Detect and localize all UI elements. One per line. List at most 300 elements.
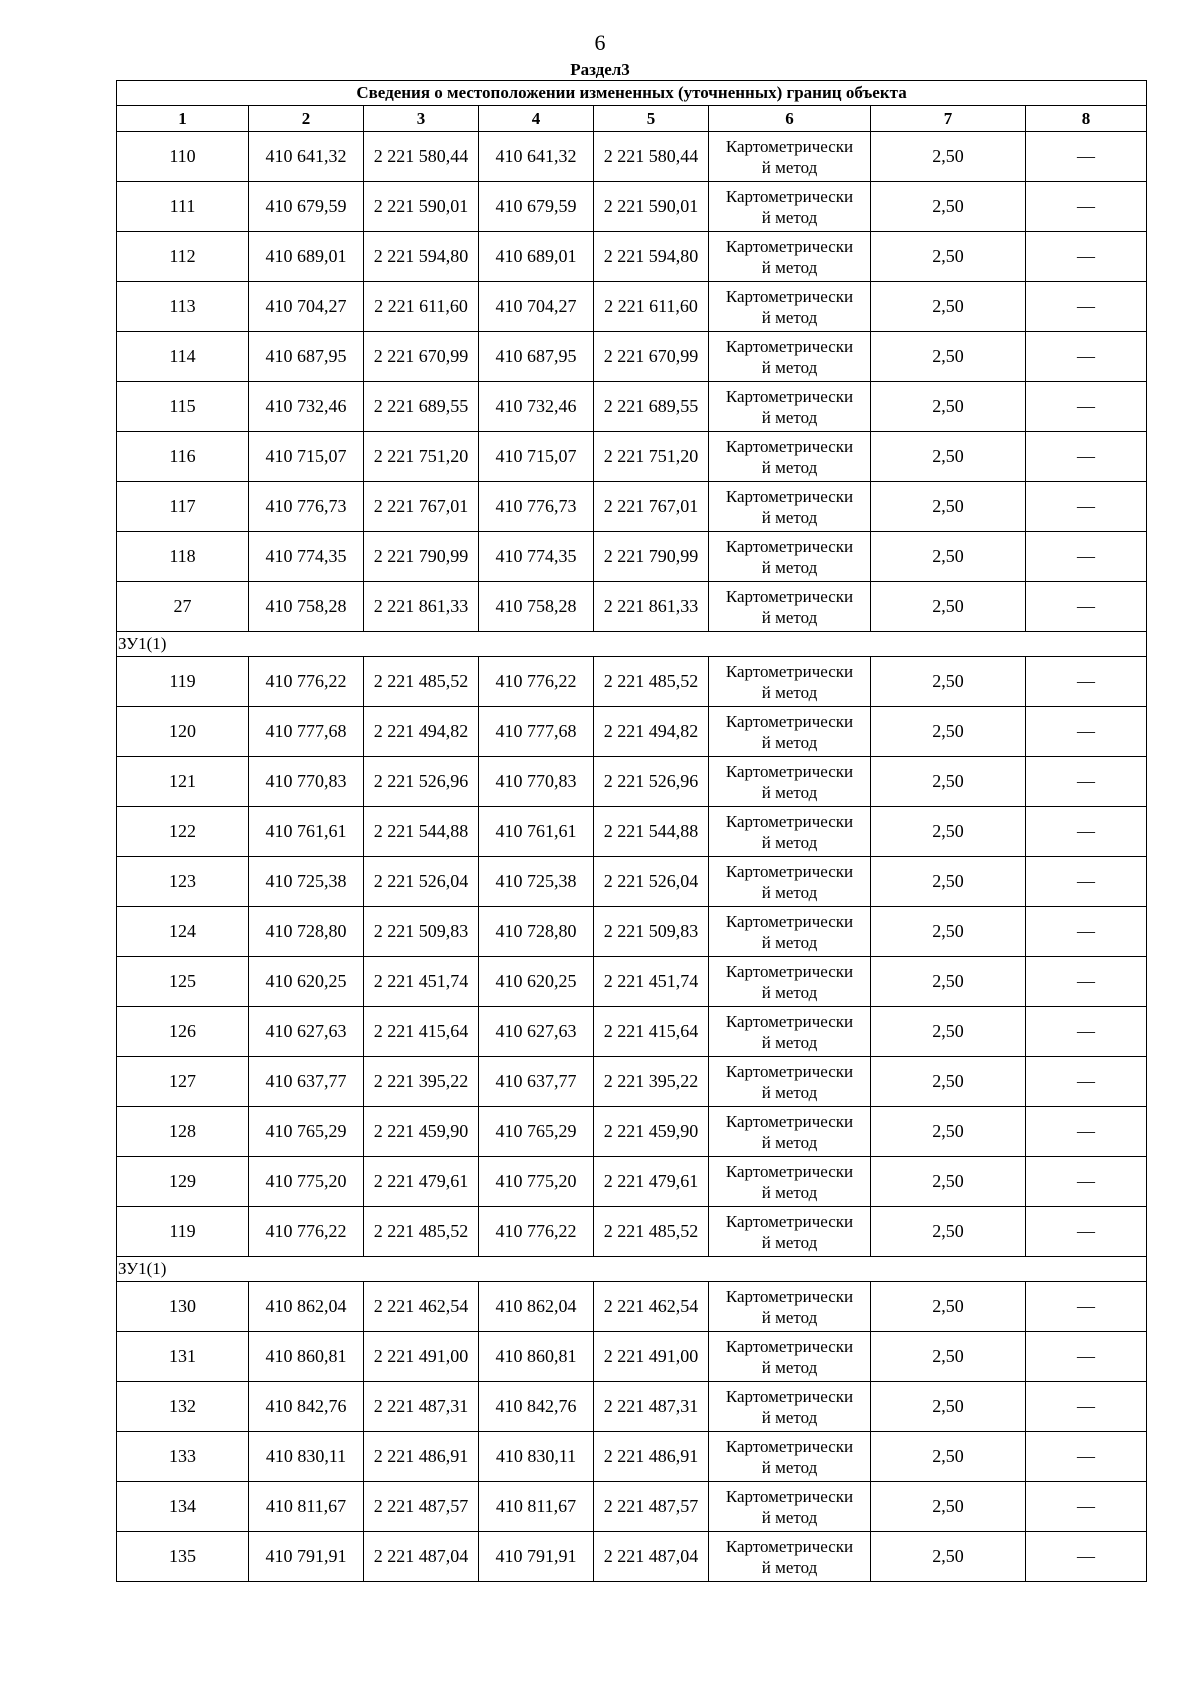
method-cell (709, 907, 871, 957)
table-row (117, 182, 1147, 232)
point-id-cell: 134 (117, 1482, 249, 1532)
point-id-cell: 128 (117, 1107, 249, 1157)
note-cell: — (1026, 1207, 1147, 1257)
y-existing-cell: 2 221 790,99 (364, 532, 479, 582)
y-existing-cell: 2 221 580,44 (364, 132, 479, 182)
table-row (117, 1482, 1147, 1532)
note-cell: — (1026, 757, 1147, 807)
y-new-cell: 2 221 751,20 (594, 432, 709, 482)
x-new-cell: 410 761,61 (479, 807, 594, 857)
method-cell (709, 1157, 871, 1207)
y-existing-cell: 2 221 544,88 (364, 807, 479, 857)
accuracy-cell: 2,50 (871, 1057, 1026, 1107)
method-cell (709, 1482, 871, 1532)
y-existing-cell: 2 221 479,61 (364, 1157, 479, 1207)
note-cell: — (1026, 382, 1147, 432)
column-number: 2 (249, 106, 364, 132)
y-existing-cell: 2 221 451,74 (364, 957, 479, 1007)
x-new-cell: 410 860,81 (479, 1332, 594, 1382)
method-cell (709, 1057, 871, 1107)
method-line-2: й метод (761, 1307, 818, 1327)
y-existing-cell: 2 221 526,96 (364, 757, 479, 807)
table-row (117, 1107, 1147, 1157)
table-caption: Сведения о местоположении измененных (уточненных) границ объекта (117, 81, 1147, 106)
x-existing-cell: 410 770,83 (249, 757, 364, 807)
note-cell: — (1026, 907, 1147, 957)
table-row (117, 432, 1147, 482)
y-existing-cell: 2 221 485,52 (364, 1207, 479, 1257)
note-cell: — (1026, 1007, 1147, 1057)
section-title: Раздел3 (570, 60, 630, 79)
point-id-cell: 114 (117, 332, 249, 382)
method-line-2: й метод (761, 832, 818, 852)
table-row (117, 1207, 1147, 1257)
y-existing-cell: 2 221 395,22 (364, 1057, 479, 1107)
method-cell (709, 1207, 871, 1257)
column-number: 4 (479, 106, 594, 132)
accuracy-cell: 2,50 (871, 657, 1026, 707)
note-cell: — (1026, 957, 1147, 1007)
x-existing-cell: 410 776,22 (249, 657, 364, 707)
x-new-cell: 410 776,73 (479, 482, 594, 532)
method-cell (709, 807, 871, 857)
y-existing-cell: 2 221 751,20 (364, 432, 479, 482)
x-new-cell: 410 774,35 (479, 532, 594, 582)
x-new-cell: 410 777,68 (479, 707, 594, 757)
y-new-cell: 2 221 462,54 (594, 1282, 709, 1332)
method-cell (709, 532, 871, 582)
accuracy-cell: 2,50 (871, 482, 1026, 532)
x-new-cell: 410 687,95 (479, 332, 594, 382)
table-row (117, 1157, 1147, 1207)
y-new-cell: 2 221 491,00 (594, 1332, 709, 1382)
accuracy-cell: 2,50 (871, 382, 1026, 432)
y-existing-cell: 2 221 487,04 (364, 1532, 479, 1582)
table-row (117, 1057, 1147, 1107)
y-existing-cell: 2 221 415,64 (364, 1007, 479, 1057)
y-new-cell: 2 221 451,74 (594, 957, 709, 1007)
x-new-cell: 410 862,04 (479, 1282, 594, 1332)
method-line-2: й метод (761, 607, 818, 627)
x-existing-cell: 410 774,35 (249, 532, 364, 582)
table-row (117, 282, 1147, 332)
y-new-cell: 2 221 689,55 (594, 382, 709, 432)
method-cell (709, 1282, 871, 1332)
y-existing-cell: 2 221 594,80 (364, 232, 479, 282)
note-cell: — (1026, 332, 1147, 382)
note-cell: — (1026, 857, 1147, 907)
note-cell: — (1026, 582, 1147, 632)
table-row (117, 382, 1147, 432)
point-id-cell: 126 (117, 1007, 249, 1057)
x-new-cell: 410 728,80 (479, 907, 594, 957)
accuracy-cell: 2,50 (871, 957, 1026, 1007)
method-line-2: й метод (761, 1132, 818, 1152)
y-new-cell: 2 221 395,22 (594, 1057, 709, 1107)
y-existing-cell: 2 221 486,91 (364, 1432, 479, 1482)
point-id-cell: 124 (117, 907, 249, 957)
method-line-1: Картометрически (725, 761, 854, 781)
column-number: 8 (1026, 106, 1147, 132)
method-line-1: Картометрически (725, 1161, 854, 1181)
column-number-row (117, 106, 1147, 132)
method-line-2: й метод (761, 1457, 818, 1477)
x-new-cell: 410 679,59 (479, 182, 594, 232)
accuracy-cell: 2,50 (871, 857, 1026, 907)
method-cell (709, 232, 871, 282)
method-cell (709, 332, 871, 382)
method-line-1: Картометрически (725, 286, 854, 306)
note-cell: — (1026, 532, 1147, 582)
y-new-cell: 2 221 415,64 (594, 1007, 709, 1057)
method-line-2: й метод (761, 1032, 818, 1052)
point-id-cell: 119 (117, 1207, 249, 1257)
accuracy-cell: 2,50 (871, 1532, 1026, 1582)
method-line-2: й метод (761, 407, 818, 427)
y-new-cell: 2 221 767,01 (594, 482, 709, 532)
y-existing-cell: 2 221 590,01 (364, 182, 479, 232)
x-new-cell: 410 725,38 (479, 857, 594, 907)
method-line-1: Картометрически (725, 661, 854, 681)
table-row (117, 807, 1147, 857)
note-cell: — (1026, 1382, 1147, 1432)
x-existing-cell: 410 637,77 (249, 1057, 364, 1107)
note-cell: — (1026, 232, 1147, 282)
x-existing-cell: 410 862,04 (249, 1282, 364, 1332)
method-line-1: Картометрически (725, 336, 854, 356)
accuracy-cell: 2,50 (871, 1107, 1026, 1157)
method-cell (709, 707, 871, 757)
note-cell: — (1026, 657, 1147, 707)
accuracy-cell: 2,50 (871, 432, 1026, 482)
method-line-2: й метод (761, 1082, 818, 1102)
method-line-1: Картометрически (725, 961, 854, 981)
note-cell: — (1026, 482, 1147, 532)
method-line-1: Картометрически (725, 1061, 854, 1081)
table-body (117, 132, 1147, 1582)
accuracy-cell: 2,50 (871, 1382, 1026, 1432)
method-line-1: Картометрически (725, 861, 854, 881)
x-new-cell: 410 842,76 (479, 1382, 594, 1432)
y-new-cell: 2 221 861,33 (594, 582, 709, 632)
accuracy-cell: 2,50 (871, 1207, 1026, 1257)
method-cell (709, 757, 871, 807)
x-existing-cell: 410 777,68 (249, 707, 364, 757)
method-line-1: Картометрически (725, 236, 854, 256)
point-id-cell: 111 (117, 182, 249, 232)
x-new-cell: 410 776,22 (479, 1207, 594, 1257)
y-existing-cell: 2 221 526,04 (364, 857, 479, 907)
y-existing-cell: 2 221 487,57 (364, 1482, 479, 1532)
accuracy-cell: 2,50 (871, 1007, 1026, 1057)
accuracy-cell: 2,50 (871, 582, 1026, 632)
x-new-cell: 410 765,29 (479, 1107, 594, 1157)
method-line-1: Картометрически (725, 1211, 854, 1231)
x-existing-cell: 410 758,28 (249, 582, 364, 632)
note-cell: — (1026, 1157, 1147, 1207)
accuracy-cell: 2,50 (871, 907, 1026, 957)
method-cell (709, 1382, 871, 1432)
x-existing-cell: 410 860,81 (249, 1332, 364, 1382)
x-new-cell: 410 637,77 (479, 1057, 594, 1107)
y-existing-cell: 2 221 689,55 (364, 382, 479, 432)
point-id-cell: 116 (117, 432, 249, 482)
point-id-cell: 121 (117, 757, 249, 807)
table-row (117, 757, 1147, 807)
table-row (117, 582, 1147, 632)
x-new-cell: 410 775,20 (479, 1157, 594, 1207)
method-line-1: Картометрически (725, 911, 854, 931)
table-row (117, 907, 1147, 957)
y-new-cell: 2 221 487,57 (594, 1482, 709, 1532)
x-existing-cell: 410 725,38 (249, 857, 364, 907)
x-existing-cell: 410 732,46 (249, 382, 364, 432)
method-line-2: й метод (761, 882, 818, 902)
group-label: ЗУ1(1) (117, 1257, 1147, 1282)
column-number: 3 (364, 106, 479, 132)
method-line-2: й метод (761, 682, 818, 702)
x-existing-cell: 410 679,59 (249, 182, 364, 232)
method-cell (709, 132, 871, 182)
x-existing-cell: 410 641,32 (249, 132, 364, 182)
method-cell (709, 857, 871, 907)
accuracy-cell: 2,50 (871, 182, 1026, 232)
x-new-cell: 410 770,83 (479, 757, 594, 807)
method-line-1: Картометрически (725, 1336, 854, 1356)
point-id-cell: 129 (117, 1157, 249, 1207)
y-new-cell: 2 221 611,60 (594, 282, 709, 332)
method-line-2: й метод (761, 207, 818, 227)
x-existing-cell: 410 842,76 (249, 1382, 364, 1432)
y-new-cell: 2 221 790,99 (594, 532, 709, 582)
point-id-cell: 133 (117, 1432, 249, 1482)
point-id-cell: 119 (117, 657, 249, 707)
method-line-1: Картометрически (725, 1011, 854, 1031)
method-cell (709, 1107, 871, 1157)
y-new-cell: 2 221 594,80 (594, 232, 709, 282)
point-id-cell: 132 (117, 1382, 249, 1432)
note-cell: — (1026, 1282, 1147, 1332)
note-cell: — (1026, 1107, 1147, 1157)
method-line-1: Картометрически (725, 1436, 854, 1456)
point-id-cell: 115 (117, 382, 249, 432)
point-id-cell: 117 (117, 482, 249, 532)
method-cell (709, 1432, 871, 1482)
method-cell (709, 582, 871, 632)
y-new-cell: 2 221 485,52 (594, 657, 709, 707)
y-new-cell: 2 221 526,04 (594, 857, 709, 907)
accuracy-cell: 2,50 (871, 132, 1026, 182)
y-new-cell: 2 221 526,96 (594, 757, 709, 807)
point-id-cell: 27 (117, 582, 249, 632)
accuracy-cell: 2,50 (871, 532, 1026, 582)
method-cell (709, 482, 871, 532)
accuracy-cell: 2,50 (871, 1432, 1026, 1482)
accuracy-cell: 2,50 (871, 807, 1026, 857)
x-new-cell: 410 689,01 (479, 232, 594, 282)
y-new-cell: 2 221 580,44 (594, 132, 709, 182)
group-label-row (117, 1257, 1147, 1282)
method-line-2: й метод (761, 307, 818, 327)
table-row (117, 482, 1147, 532)
y-existing-cell: 2 221 491,00 (364, 1332, 479, 1382)
method-cell (709, 957, 871, 1007)
note-cell: — (1026, 1332, 1147, 1382)
method-line-2: й метод (761, 1507, 818, 1527)
x-new-cell: 410 776,22 (479, 657, 594, 707)
y-existing-cell: 2 221 462,54 (364, 1282, 479, 1332)
table-row (117, 1332, 1147, 1382)
x-new-cell: 410 830,11 (479, 1432, 594, 1482)
y-new-cell: 2 221 544,88 (594, 807, 709, 857)
x-new-cell: 410 758,28 (479, 582, 594, 632)
y-existing-cell: 2 221 494,82 (364, 707, 479, 757)
y-new-cell: 2 221 487,31 (594, 1382, 709, 1432)
group-label-row (117, 632, 1147, 657)
y-existing-cell: 2 221 485,52 (364, 657, 479, 707)
method-line-1: Картометрически (725, 711, 854, 731)
method-line-2: й метод (761, 1232, 818, 1252)
method-line-2: й метод (761, 257, 818, 277)
method-line-2: й метод (761, 1557, 818, 1577)
note-cell: — (1026, 807, 1147, 857)
y-existing-cell: 2 221 611,60 (364, 282, 479, 332)
note-cell: — (1026, 707, 1147, 757)
x-existing-cell: 410 715,07 (249, 432, 364, 482)
x-existing-cell: 410 704,27 (249, 282, 364, 332)
table-row (117, 1432, 1147, 1482)
point-id-cell: 110 (117, 132, 249, 182)
accuracy-cell: 2,50 (871, 232, 1026, 282)
x-existing-cell: 410 687,95 (249, 332, 364, 382)
method-line-1: Картометрически (725, 1286, 854, 1306)
method-line-2: й метод (761, 157, 818, 177)
method-line-2: й метод (761, 507, 818, 527)
method-line-2: й метод (761, 557, 818, 577)
accuracy-cell: 2,50 (871, 757, 1026, 807)
accuracy-cell: 2,50 (871, 1157, 1026, 1207)
x-existing-cell: 410 765,29 (249, 1107, 364, 1157)
x-new-cell: 410 811,67 (479, 1482, 594, 1532)
y-existing-cell: 2 221 670,99 (364, 332, 479, 382)
y-existing-cell: 2 221 487,31 (364, 1382, 479, 1432)
method-line-2: й метод (761, 732, 818, 752)
x-existing-cell: 410 811,67 (249, 1482, 364, 1532)
x-new-cell: 410 620,25 (479, 957, 594, 1007)
x-existing-cell: 410 627,63 (249, 1007, 364, 1057)
table-row (117, 707, 1147, 757)
x-new-cell: 410 791,91 (479, 1532, 594, 1582)
column-number: 1 (117, 106, 249, 132)
x-existing-cell: 410 776,73 (249, 482, 364, 532)
y-existing-cell: 2 221 509,83 (364, 907, 479, 957)
method-line-1: Картометрически (725, 1111, 854, 1131)
x-new-cell: 410 704,27 (479, 282, 594, 332)
y-new-cell: 2 221 487,04 (594, 1532, 709, 1582)
method-line-2: й метод (761, 1357, 818, 1377)
table-row (117, 957, 1147, 1007)
x-existing-cell: 410 791,91 (249, 1532, 364, 1582)
method-line-2: й метод (761, 982, 818, 1002)
table-row (117, 1007, 1147, 1057)
accuracy-cell: 2,50 (871, 1482, 1026, 1532)
table-row (117, 532, 1147, 582)
method-line-1: Картометрически (725, 811, 854, 831)
note-cell: — (1026, 1057, 1147, 1107)
table-row (117, 1282, 1147, 1332)
x-new-cell: 410 627,63 (479, 1007, 594, 1057)
y-new-cell: 2 221 494,82 (594, 707, 709, 757)
note-cell: — (1026, 182, 1147, 232)
method-cell (709, 1007, 871, 1057)
method-cell (709, 1532, 871, 1582)
note-cell: — (1026, 432, 1147, 482)
point-id-cell: 127 (117, 1057, 249, 1107)
y-existing-cell: 2 221 861,33 (364, 582, 479, 632)
method-cell (709, 282, 871, 332)
point-id-cell: 130 (117, 1282, 249, 1332)
y-new-cell: 2 221 479,61 (594, 1157, 709, 1207)
note-cell: — (1026, 1432, 1147, 1482)
y-new-cell: 2 221 486,91 (594, 1432, 709, 1482)
method-cell (709, 1332, 871, 1382)
accuracy-cell: 2,50 (871, 707, 1026, 757)
group-label: ЗУ1(1) (117, 632, 1147, 657)
point-id-cell: 135 (117, 1532, 249, 1582)
accuracy-cell: 2,50 (871, 1282, 1026, 1332)
method-line-1: Картометрически (725, 436, 854, 456)
coordinates-table (116, 80, 1147, 1582)
point-id-cell: 118 (117, 532, 249, 582)
method-line-2: й метод (761, 932, 818, 952)
x-new-cell: 410 641,32 (479, 132, 594, 182)
table-row (117, 1382, 1147, 1432)
point-id-cell: 113 (117, 282, 249, 332)
note-cell: — (1026, 1532, 1147, 1582)
method-line-1: Картометрически (725, 486, 854, 506)
x-existing-cell: 410 776,22 (249, 1207, 364, 1257)
note-cell: — (1026, 282, 1147, 332)
x-existing-cell: 410 728,80 (249, 907, 364, 957)
method-line-1: Картометрически (725, 1486, 854, 1506)
table-row (117, 232, 1147, 282)
method-line-1: Картометрически (725, 386, 854, 406)
y-existing-cell: 2 221 459,90 (364, 1107, 479, 1157)
point-id-cell: 120 (117, 707, 249, 757)
method-cell (709, 657, 871, 707)
method-line-2: й метод (761, 457, 818, 477)
method-line-2: й метод (761, 1182, 818, 1202)
table-row (117, 657, 1147, 707)
method-cell (709, 182, 871, 232)
y-new-cell: 2 221 509,83 (594, 907, 709, 957)
point-id-cell: 123 (117, 857, 249, 907)
y-new-cell: 2 221 590,01 (594, 182, 709, 232)
column-number: 5 (594, 106, 709, 132)
accuracy-cell: 2,50 (871, 1332, 1026, 1382)
x-existing-cell: 410 620,25 (249, 957, 364, 1007)
table-row (117, 1532, 1147, 1582)
x-new-cell: 410 715,07 (479, 432, 594, 482)
y-new-cell: 2 221 670,99 (594, 332, 709, 382)
method-line-1: Картометрически (725, 136, 854, 156)
x-existing-cell: 410 761,61 (249, 807, 364, 857)
point-id-cell: 125 (117, 957, 249, 1007)
page-number: 6 (594, 30, 606, 55)
note-cell: — (1026, 132, 1147, 182)
x-existing-cell: 410 775,20 (249, 1157, 364, 1207)
point-id-cell: 122 (117, 807, 249, 857)
